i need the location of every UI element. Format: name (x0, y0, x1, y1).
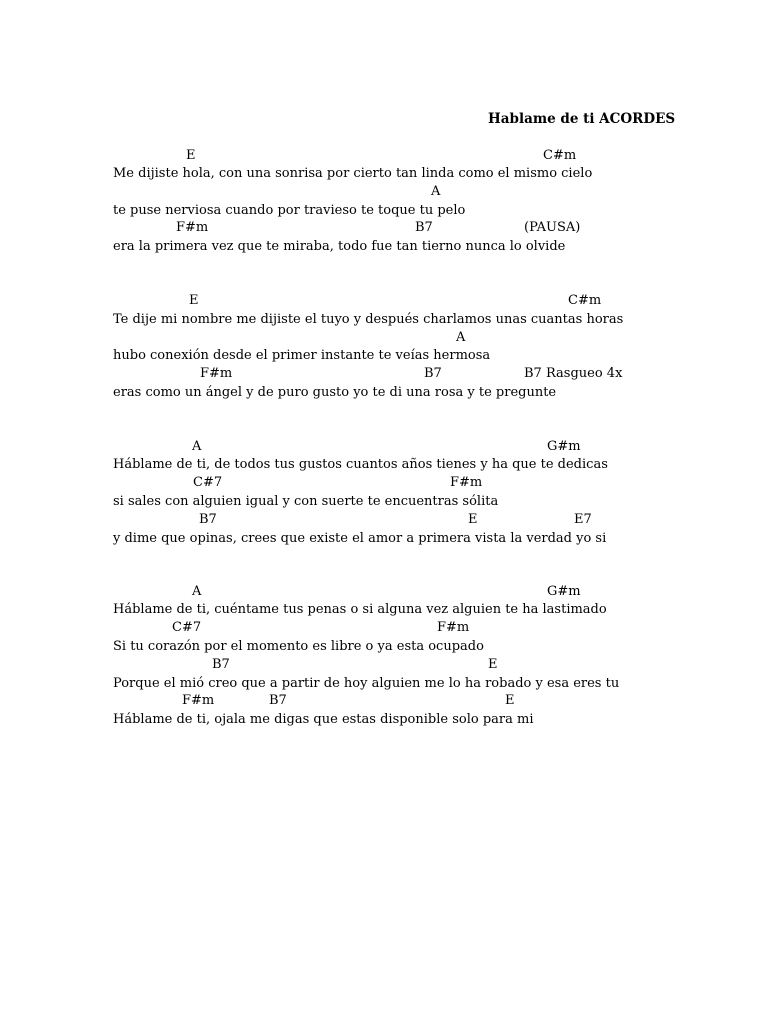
chord: E (505, 693, 515, 708)
chord: A (192, 584, 202, 599)
chord: B7 (212, 657, 230, 672)
lyric-line: Si tu corazón por el momento es libre o ya esta ocupado (113, 639, 484, 654)
lyric-line: si sales con alguien igual y con suerte te encuentras sólita (113, 494, 499, 509)
chord: A (456, 330, 466, 345)
chord: C#7 (172, 620, 202, 635)
lyric-line: te puse nerviosa cuando por travieso te toque tu pelo (113, 203, 466, 218)
chord: A (431, 184, 441, 199)
chord: F#m (176, 220, 209, 235)
chord: E7 (574, 512, 592, 527)
chord: F#m (450, 475, 483, 490)
chord: E (189, 293, 199, 308)
chord-annotation: (PAUSA) (524, 220, 581, 235)
lyric-line: era la primera vez que te miraba, todo fue tan tierno nunca lo olvide (113, 239, 566, 254)
chord: B7 (269, 693, 287, 708)
chord: C#m (543, 148, 577, 163)
chord: E (468, 512, 478, 527)
lyric-line: Háblame de ti, cuéntame tus penas o si alguna vez alguien te ha lastimado (113, 602, 607, 617)
chord: A (192, 439, 202, 454)
chord-annotation: B7 Rasgueo 4x (524, 366, 623, 381)
lyric-line: Me dijiste hola, con una sonrisa por cierto tan linda como el mismo cielo (113, 166, 593, 181)
song-title: Hablame de ti ACORDES (488, 111, 676, 127)
lyric-line: eras como un ángel y de puro gusto yo te di una rosa y te pregunte (113, 385, 557, 400)
chord: G#m (547, 584, 581, 599)
lyric-line: Háblame de ti, de todos tus gustos cuantos años tienes y ha que te dedicas (113, 457, 608, 472)
lyric-line: Porque el mió creo que a partir de hoy alguien me lo ha robado y esa eres tu (113, 676, 620, 691)
chord: G#m (547, 439, 581, 454)
chord: B7 (424, 366, 442, 381)
chord: B7 (199, 512, 217, 527)
lyric-line: y dime que opinas, crees que existe el amor a primera vista la verdad yo si (113, 531, 607, 546)
lyric-line: Te dije mi nombre me dijiste el tuyo y después charlamos unas cuantas horas (113, 312, 624, 327)
chord: F#m (200, 366, 233, 381)
lyric-line: hubo conexión desde el primer instante te veías hermosa (113, 348, 491, 363)
chord: C#7 (193, 475, 223, 490)
chord: B7 (415, 220, 433, 235)
lyric-line: Háblame de ti, ojala me digas que estas disponible solo para mi (113, 712, 534, 727)
chord: E (186, 148, 196, 163)
chord: C#m (568, 293, 602, 308)
chord: E (488, 657, 498, 672)
chord: F#m (437, 620, 470, 635)
chord: F#m (182, 693, 215, 708)
